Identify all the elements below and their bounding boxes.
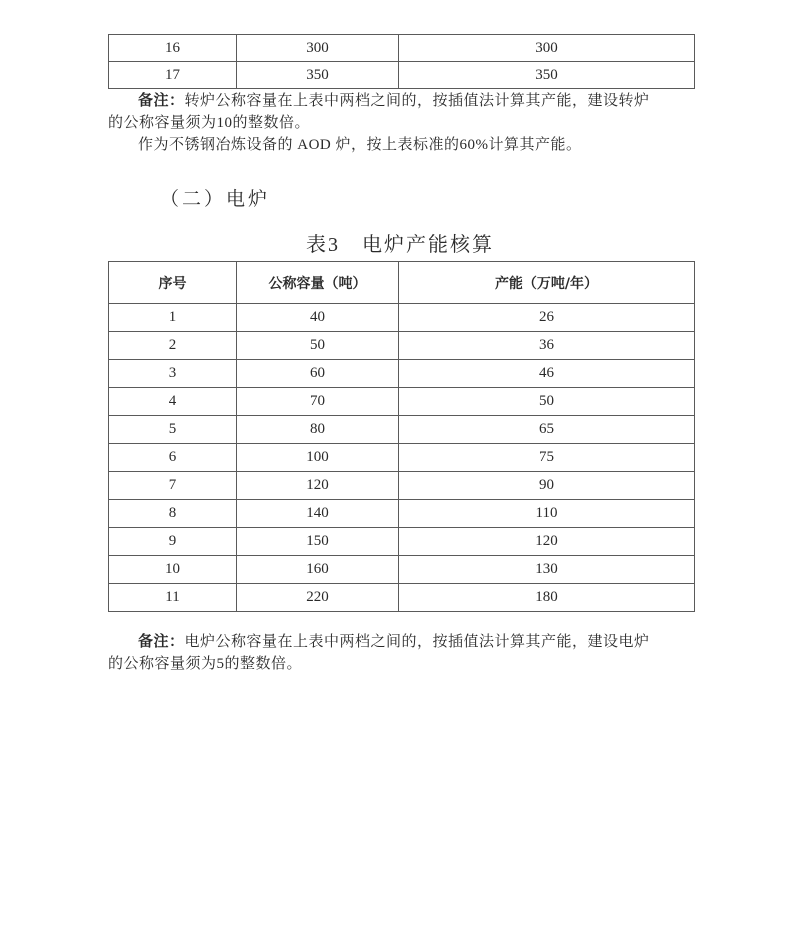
output-cell: 36	[399, 332, 695, 360]
table-header-row	[109, 262, 695, 304]
capacity-cell: 60	[237, 360, 399, 388]
capacity-cell: 160	[237, 556, 399, 584]
capacity-cell: 120	[237, 472, 399, 500]
output-cell: 120	[399, 528, 695, 556]
table-row	[109, 360, 695, 388]
table-row	[109, 556, 695, 584]
row-number-cell: 11	[109, 584, 237, 612]
row-number-cell: 4	[109, 388, 237, 416]
column-header-number: 序号	[109, 262, 237, 304]
table-row	[109, 528, 695, 556]
output-cell: 65	[399, 416, 695, 444]
row-number-cell: 1	[109, 304, 237, 332]
eaf-capacity-table	[108, 261, 695, 612]
eaf-note-line1	[138, 631, 650, 653]
capacity-cell: 300	[237, 35, 399, 62]
converter-capacity-table-continued	[108, 34, 695, 89]
note-text: 的公称容量须为5的整数倍。	[108, 656, 303, 672]
row-number-cell: 9	[109, 528, 237, 556]
section-heading: （二）电炉	[160, 188, 271, 210]
capacity-cell: 150	[237, 528, 399, 556]
eaf-note-line2	[108, 653, 302, 675]
output-cell: 130	[399, 556, 695, 584]
capacity-cell: 50	[237, 332, 399, 360]
column-header-capacity: 公称容量（吨）	[237, 262, 399, 304]
table-row	[109, 62, 695, 89]
row-number-cell: 6	[109, 444, 237, 472]
output-cell: 50	[399, 388, 695, 416]
capacity-cell: 80	[237, 416, 399, 444]
capacity-cell: 70	[237, 388, 399, 416]
table-row	[109, 35, 695, 62]
table-caption: 表3 电炉产能核算	[306, 234, 494, 256]
output-cell: 110	[399, 500, 695, 528]
output-cell: 90	[399, 472, 695, 500]
table-row	[109, 304, 695, 332]
output-cell: 26	[399, 304, 695, 332]
row-number-cell: 3	[109, 360, 237, 388]
output-cell: 75	[399, 444, 695, 472]
table-row	[109, 416, 695, 444]
row-number-cell: 17	[109, 62, 237, 89]
column-header-output: 产能（万吨/年）	[399, 262, 695, 304]
capacity-cell: 40	[237, 304, 399, 332]
note-label: 备注：	[138, 93, 185, 109]
converter-note-line1	[138, 90, 650, 112]
table-row	[109, 472, 695, 500]
output-cell: 350	[399, 62, 695, 89]
output-cell: 46	[399, 360, 695, 388]
output-cell: 300	[399, 35, 695, 62]
capacity-cell: 220	[237, 584, 399, 612]
table-row	[109, 500, 695, 528]
table-row	[109, 584, 695, 612]
row-number-cell: 5	[109, 416, 237, 444]
table-row	[109, 388, 695, 416]
row-number-cell: 10	[109, 556, 237, 584]
row-number-cell: 7	[109, 472, 237, 500]
note-label: 备注：	[138, 634, 185, 650]
note-text: 作为不锈钢冶炼设备的 AOD 炉，按上表标准的60%计算其产能。	[138, 137, 582, 153]
row-number-cell: 2	[109, 332, 237, 360]
capacity-cell: 100	[237, 444, 399, 472]
row-number-cell: 8	[109, 500, 237, 528]
output-cell: 180	[399, 584, 695, 612]
note-text: 的公称容量须为10的整数倍。	[108, 115, 311, 131]
note-text: 转炉公称容量在上表中两档之间的，按插值法计算其产能，建设转炉	[184, 93, 650, 109]
note-text: 电炉公称容量在上表中两档之间的，按插值法计算其产能，建设电炉	[184, 634, 650, 650]
table-row	[109, 444, 695, 472]
row-number-cell: 16	[109, 35, 237, 62]
capacity-cell: 140	[237, 500, 399, 528]
capacity-cell: 350	[237, 62, 399, 89]
aod-note-line	[138, 134, 582, 156]
table-row	[109, 332, 695, 360]
converter-note-line2	[108, 112, 310, 134]
